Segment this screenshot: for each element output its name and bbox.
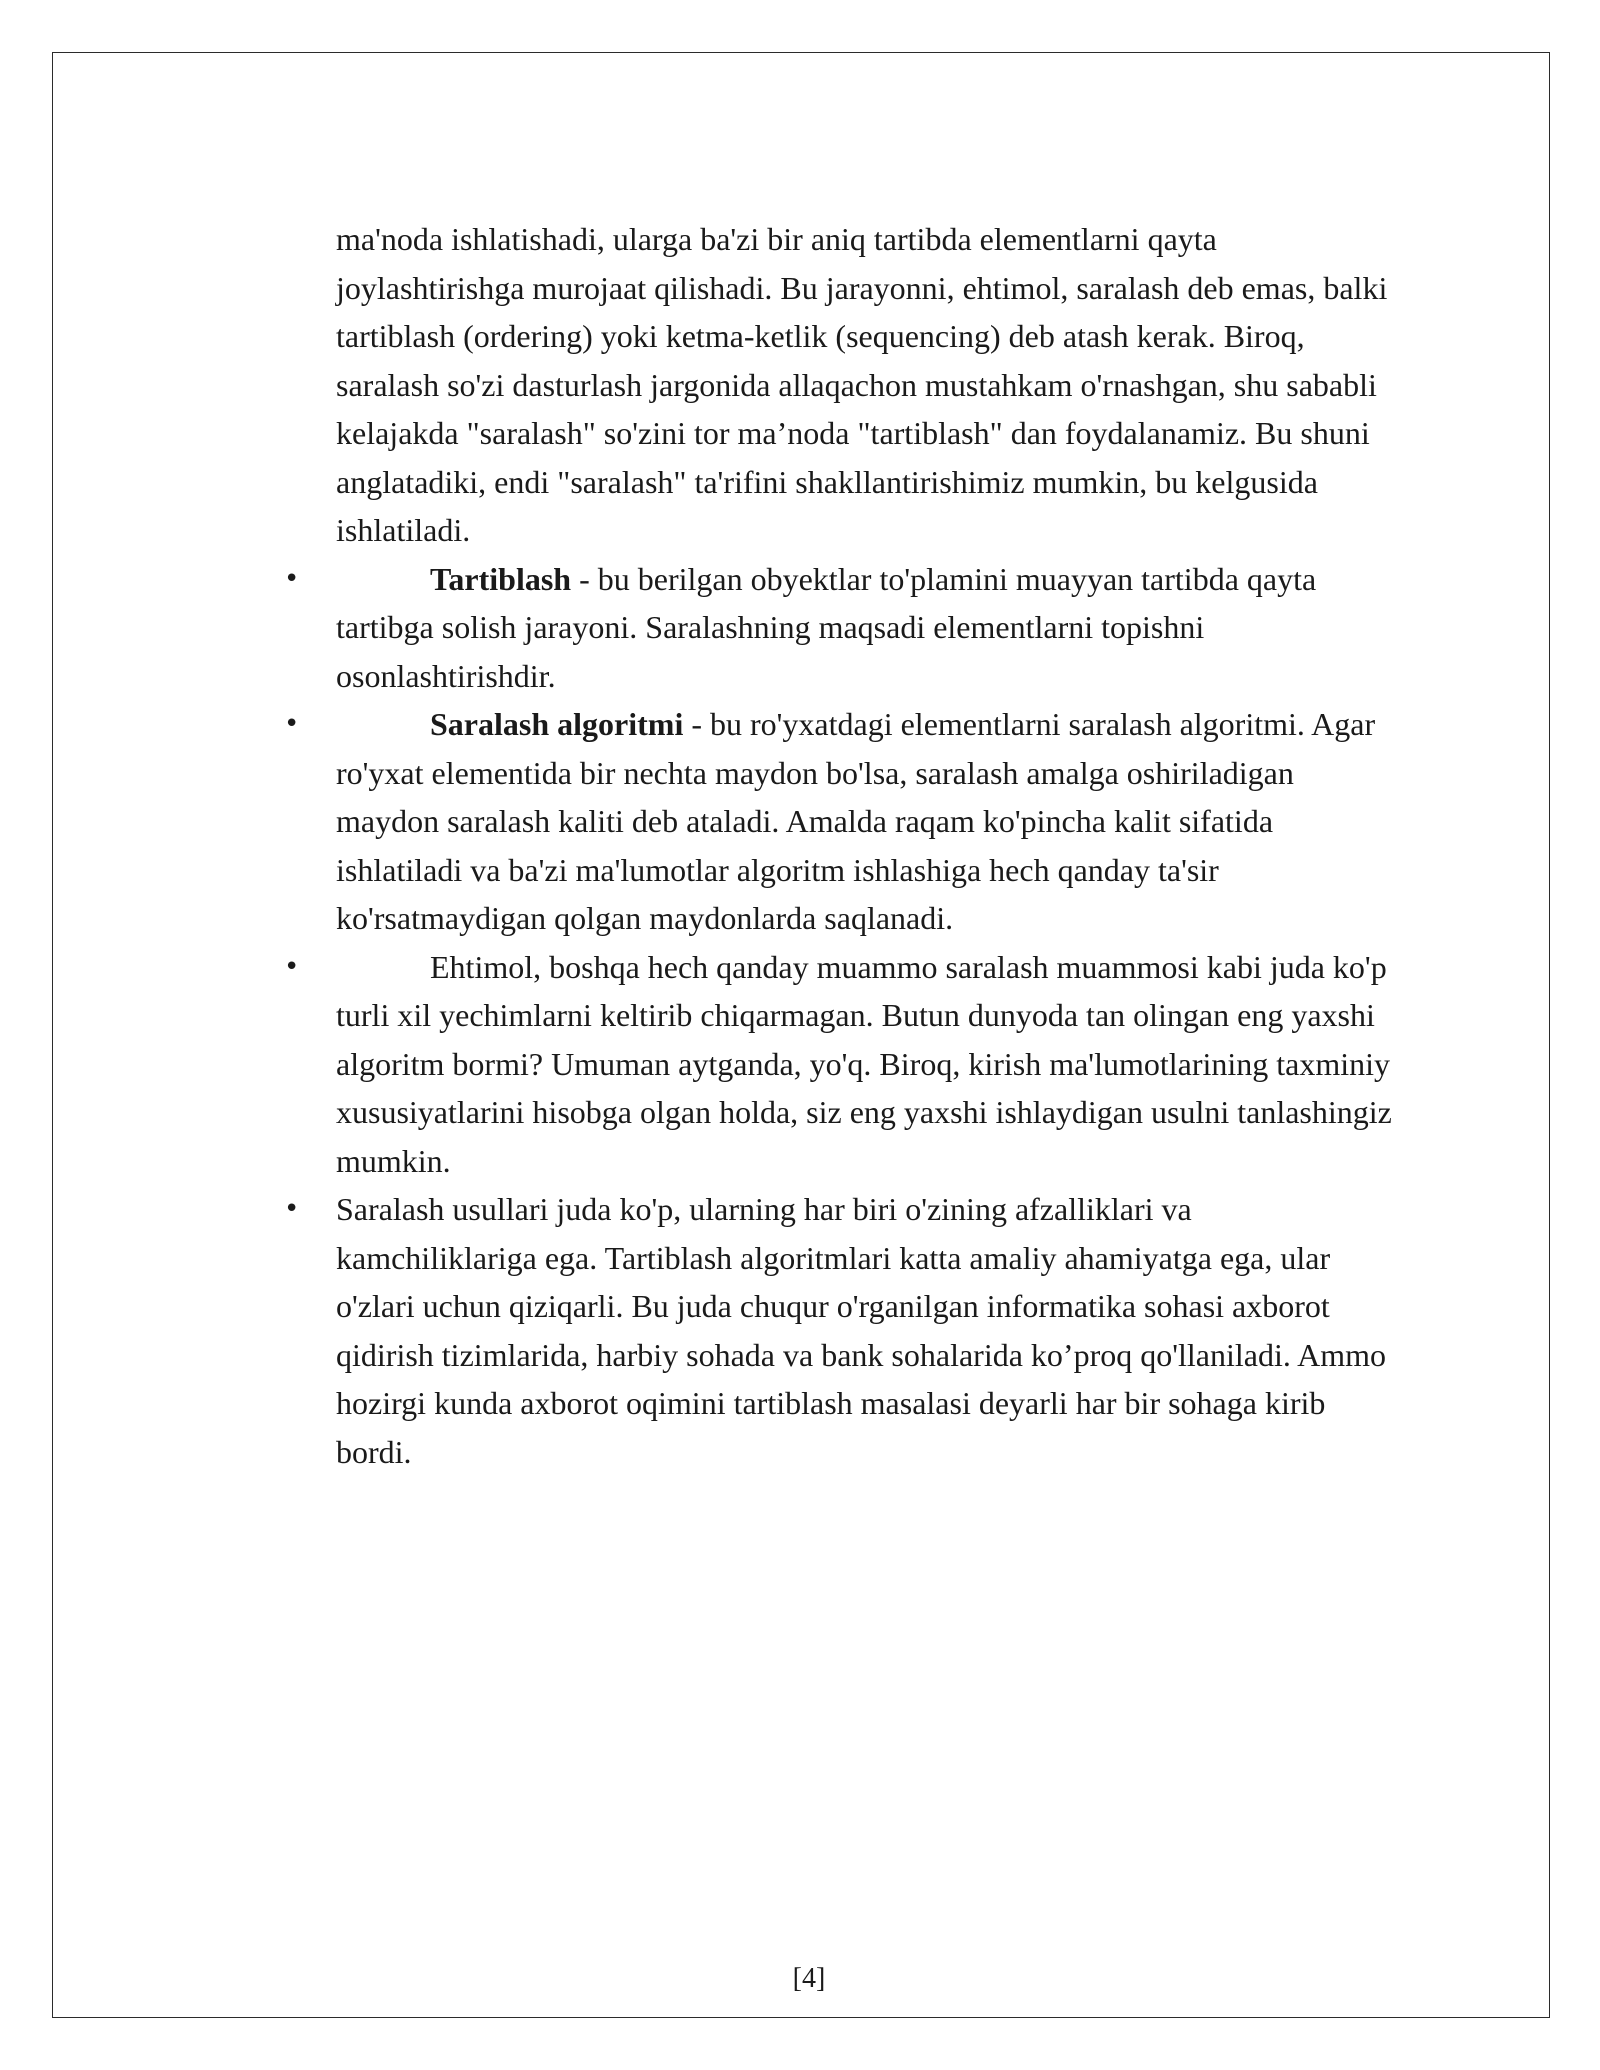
bullet-icon: • [284,951,300,982]
bullet-icon: • [284,1194,300,1224]
bullet-item-tartiblash [284,555,1396,701]
term-tartiblash: Tartiblash [430,560,572,597]
paragraph-ehtimol: Ehtimol, boshqa hech qanday muammo saralash muammosi kabi juda ko'p turli xil yechimlarni keltirib chiqarmagan. Butun dunyoda tan olingan eng yaxshi algoritm bormi? Umuman aytganda, yo'q. Biroq, kirish ma'lumotlarining taxminiy xususiyatlarini hisobga olgan holda, siz eng yaxshi ishlaydigan usulni tanlashingiz mumkin. [336,948,1392,1179]
definition-tartiblash: - bu berilgan obyektlar to'plamini muayyan tartibda qayta tartibga solish jarayoni. Saralashning maqsadi elementlarni topishni osonlashtirishdir. [336,560,1317,694]
paragraph-saralash-usullari: Saralash usullari juda ko'p, ularning har biri o'zining afzalliklari va kamchiliklariga ega. Tartiblash algoritmlari katta amaliy ahamiyatga ega, ular o'zlari uchun qiziqarli. Bu juda chuqur o'rganilgan informatika sohasi axborot qidirish tizimlarida, harbiy sohada va bank sohalarida ko’proq qo'llaniladi. Ammo hozirgi kunda axborot oqimini tartiblash masalasi deyarli har bir sohaga kirib bordi. [336,1191,1386,1470]
bullet-icon: • [284,709,300,739]
definition-saralash-algoritmi: - bu ro'yxatdagi elementlarni saralash algoritmi. Agar ro'yxat elementida bir nechta maydon bo'lsa, saralash amalga oshiriladigan maydon saralash kaliti deb ataladi. Amalda raqam ko'pincha kalit sifatida ishlatiladi va ba'zi ma'lumotlar algoritm ishlashiga hech qanday ta'sir ko'rsatmaydigan qolgan maydonlarda saqlanadi. [336,706,1376,936]
term-saralash-algoritmi: Saralash algoritmi [430,706,684,742]
page-border [52,52,1550,2018]
page-number: [4] [792,1963,826,1994]
bullet-icon: • [284,563,300,594]
bullet-item-saralash-algoritmi [284,700,1396,943]
intro-paragraph: ma'noda ishlatishadi, ularga ba'zi bir aniq tartibda elementlarni qayta joylashtirishga murojaat qilishadi. Bu jarayonni, ehtimol, saralash deb emas, balki tartiblash (ordering) yoki ketma-ketlik (sequencing) deb atash kerak. Biroq, saralash so'zi dasturlash jargonida allaqachon mustahkam o'rnashgan, shu sababli kelajakda "saralash" so'zini tor ma’noda "tartiblash" dan foydalanamiz. Bu shuni anglatadiki, endi "saralash" ta'rifini shakllantirishimiz mumkin, bu kelgusida ishlatiladi. [336,221,1388,548]
page-content [284,215,1396,1476]
bullet-item-saralash-usullari [284,1185,1396,1476]
bullet-item-ehtimol [284,943,1396,1186]
